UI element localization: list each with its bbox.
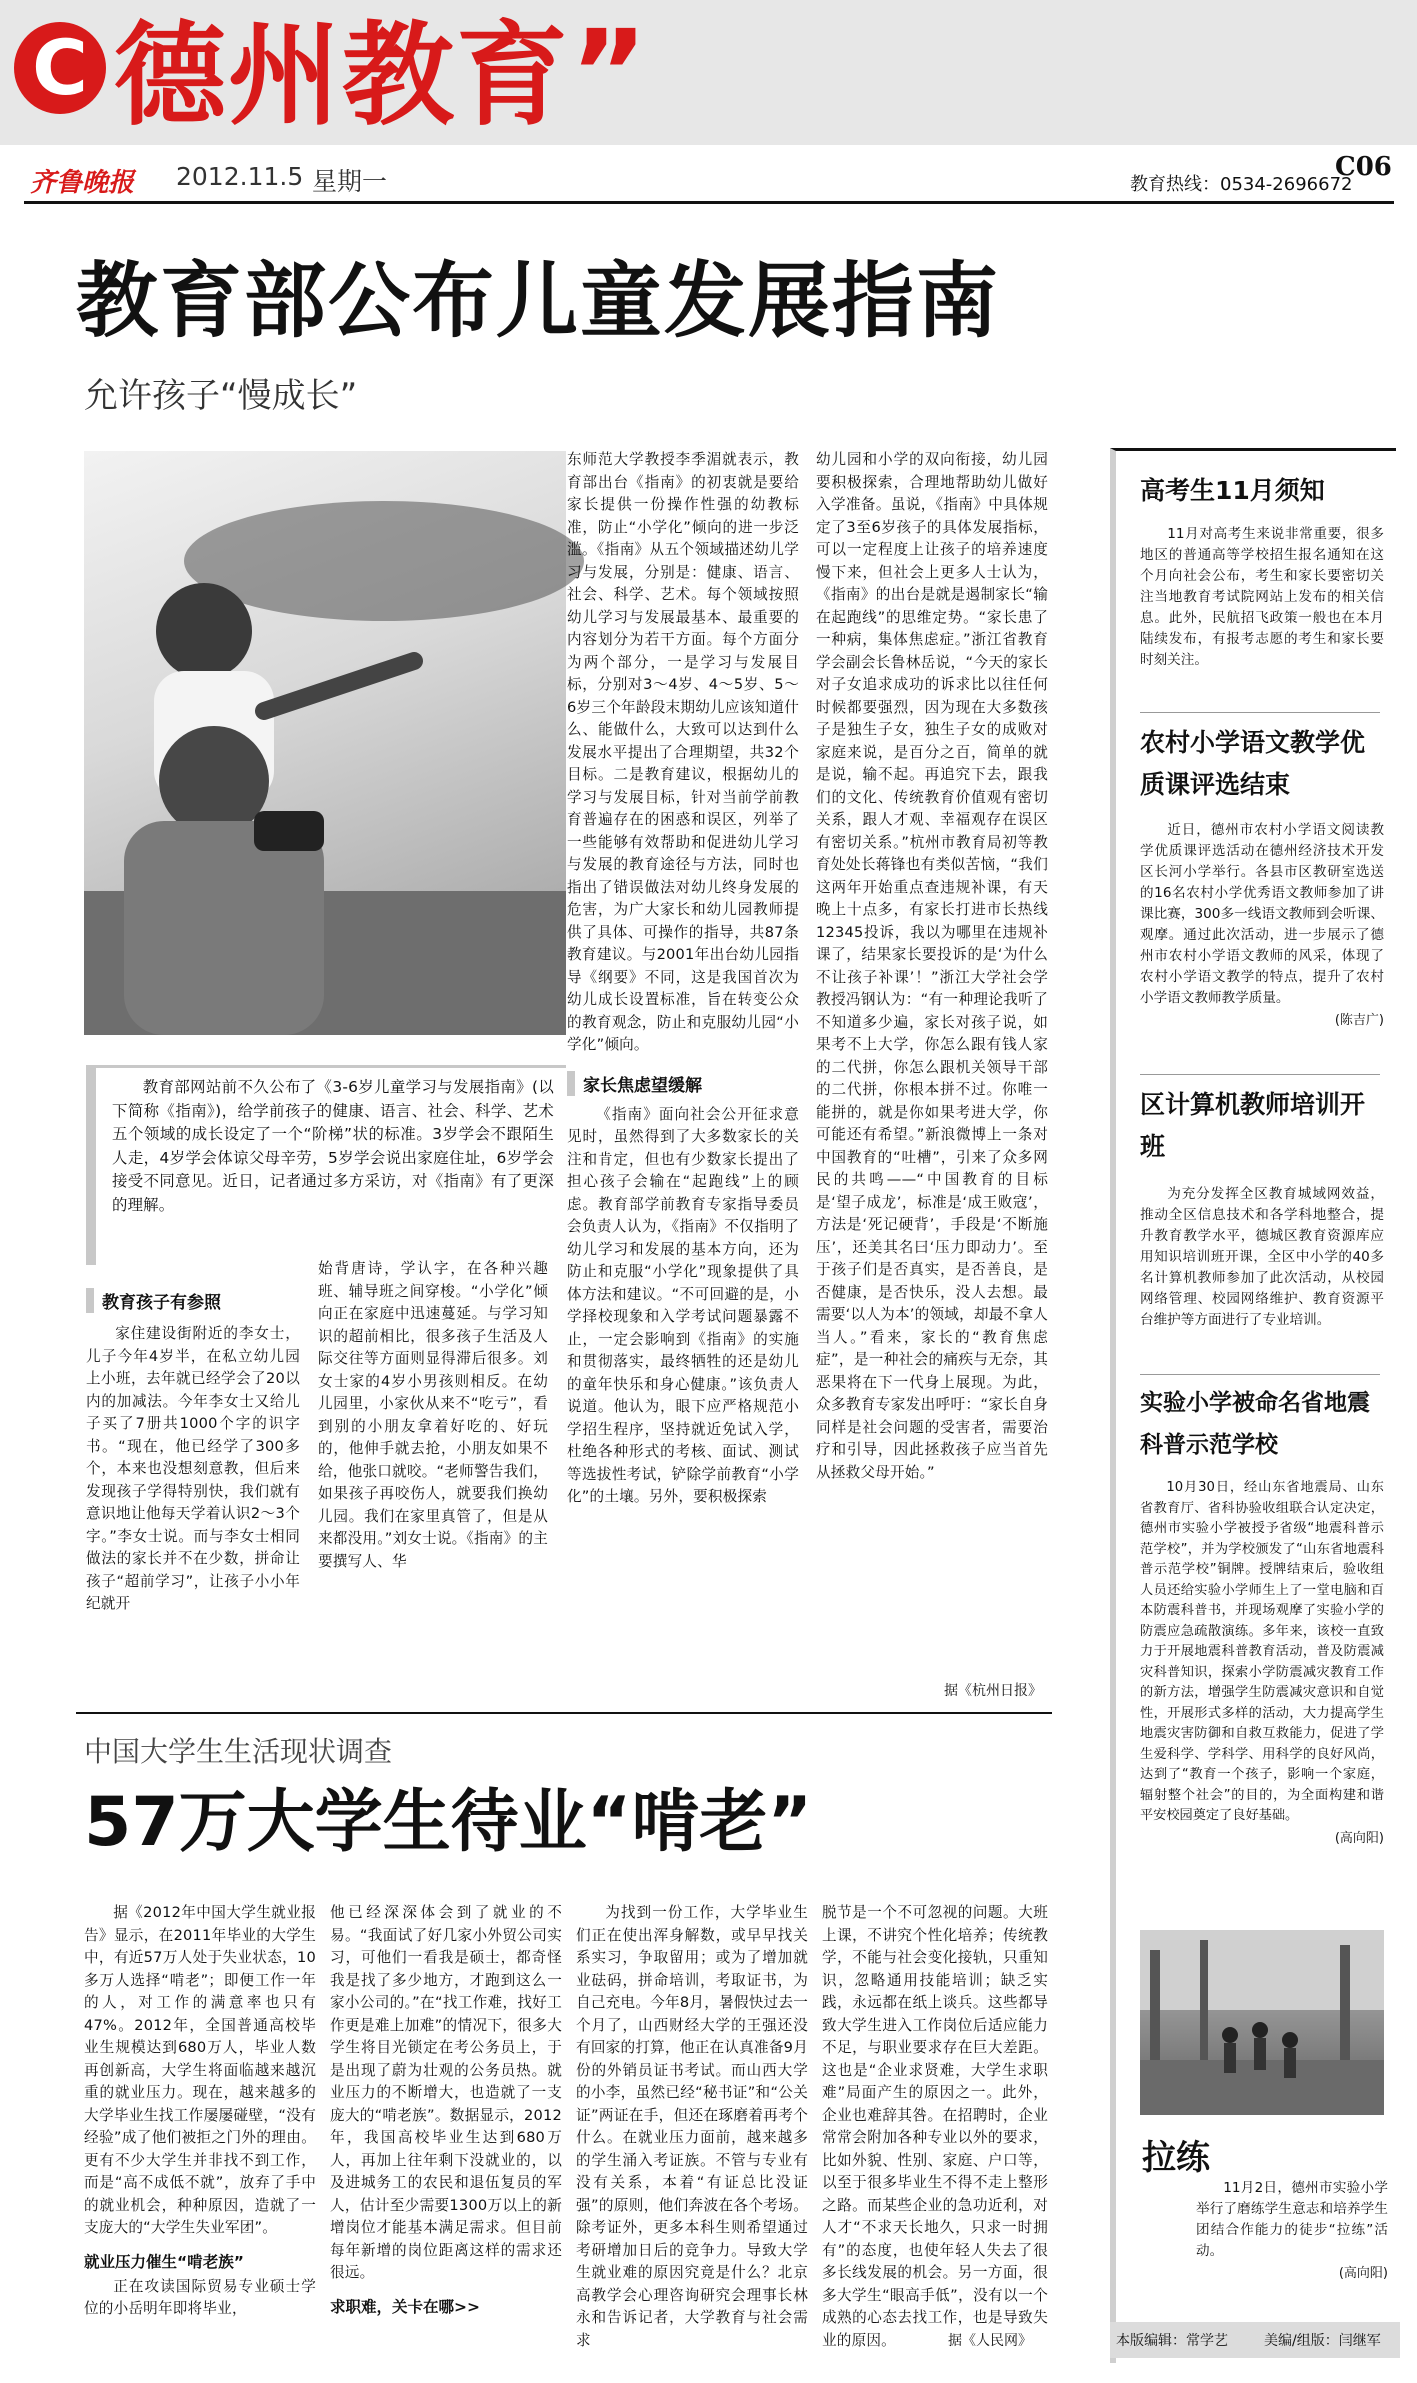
article1-subhead: 允许孩子“慢成长” <box>84 376 358 416</box>
article1-column-4 <box>816 449 1048 1669</box>
article1-column-1 <box>86 1288 300 1703</box>
sidebar-item-exam <box>1140 472 1384 732</box>
article1-col3b-text: 《指南》面向社会公开征求意见时，虽然得到了大多数家长的关注和肯定，但也有少数家长提出了担心孩子会输在“起跑线”上的顾虑。教育部学前教育专家指导委员会负责人认为，《指南》不仅指明了幼儿学习和发展的基本方向，还为防止和克服“小学化”现象提供了具体方法和建议。“不可回避的是，小学择校现象和入学考试问题暴露不止，一定会影响到《指南》的实施和贯彻落实，最终牺牲的还是幼儿的童年快乐和身心健康。”该负责人说道。他认为，眼下应严格规范小学招生程序，坚持就近免试入学，杜绝各种形式的考核、面试、测试等选拔性考试，铲除学前教育“小学化”的土壤。另外，要积极探索 <box>567 1105 799 1505</box>
article2-headline: 57万大学生待业“啃老” <box>84 1783 813 1862</box>
sidebar-item-earthquake-school <box>1140 1382 1384 1912</box>
sidebar-divider <box>1140 712 1380 713</box>
article1-photo <box>84 451 566 1035</box>
article2-subhead-barrier: 求职难，关卡在哪>> <box>330 2297 480 2316</box>
article1-col3a-text: 东师范大学教授李季湄就表示，教育部出台《指南》的初衷就是要给家长提供一份操作性强的幼教标准，防止“小学化”倾向的进一步泛滥。《指南》从五个领域描述幼儿学习与发展，分别是：健康、语言、社会、科学、艺术。每个领域按照幼儿学习与发展最基本、最重要的内容划分为若干方面。每个方面分为两个部分，一是学习与发展目标，分别对3～4岁、4～5岁、5～6岁三个年龄段末期幼儿应该知道什么、能做什么，大致可以达到什么发展水平提出了合理期望，共32个目标。二是教育建议，根据幼儿的学习与发展目标，针对当前学前教育普遍存在的困惑和误区，列举了一些能够有效帮助和促进幼儿学习与发展的教育途径与方法，同时也指出了错误做法对幼儿终身发展的危害，为广大家长和幼儿园教师提供了具体、可操作的指导，共87条教育建议。与2001年出台幼儿园指导《纲要》不同，这是我国首次为幼儿成长设置标准，旨在转变公众的教育观念，防止和克服幼儿园“小学化”倾向。 <box>567 451 799 1053</box>
footer-design: 美编/组版：闫继军 <box>1264 2333 1381 2349</box>
sidebar-item-chinese-contest <box>1140 722 1384 1072</box>
article1-source: 据《杭州日报》 <box>944 1683 1042 1699</box>
article1-subhead-reference: 教育孩子有参照 <box>86 1288 300 1313</box>
sidebar-item-body: 近日，德州市农村小学语文阅读教学优质课评选活动在德州经济技术开发区长河小学举行。各县市区教研室选送的16名农村小学优秀语文教师参加了讲课比赛，300多一线语文教师到会听课、观摩。通过此次活动，进一步展示了德州市农村小学语文教师的风采，体现了农村小学语文教学的特点，提升了农村小学语文教师教学质量。 <box>1140 822 1384 1006</box>
masthead-title: 德州教育” <box>114 4 650 142</box>
article-divider <box>76 1712 1052 1714</box>
article2-column-2 <box>330 1902 562 2372</box>
issue-date: 2012.11.5 <box>176 162 304 191</box>
students-marching-photo-icon <box>1140 1930 1384 2115</box>
sidebar-item-author: (陈吉广) <box>1334 1013 1384 1028</box>
sidebar-divider <box>1140 1374 1380 1375</box>
article2-column-1 <box>84 1902 316 2372</box>
article1-headline: 教育部公布儿童发展指南 <box>76 254 1001 349</box>
sidebar-item-title: 农村小学语文教学优质课评选结束 <box>1140 728 1366 799</box>
sidebar-item-title: 高考生11月须知 <box>1140 476 1325 505</box>
photo-item-author: (高向阳) <box>1338 2266 1388 2281</box>
page-number: C06 <box>1335 152 1392 182</box>
article1-col4-text: 幼儿园和小学的双向衔接，幼儿园要积极探索，合理地帮助幼儿做好入学准备。虽说，《指南》中具体规定了3至6岁孩子的具体发展指标，可以一定程度上让孩子的培养速度慢下来，但社会上更多人士认为，《指南》的出台是就是遏制家长“输在起跑线”的思维定势。“家长患了一种病，集体焦虑症。”浙江省教育学会副会长鲁林岳说，“今天的家长对子女追求成功的诉求比以往任何时候都要强烈，因为现在大多数孩子是独生子女，独生子女的成败对家庭来说，是百分之百，简单的就是说，输不起。再追究下去，跟我们的文化、传统教育价值观有密切关系，跟人才观、幸福观存在误区有密切关系。”杭州市教育局初等教育处处长蒋锋也有类似苦恼，“我们这两年开始重点查违规补课，有天晚上十点多，有家长打进市长热线12345投诉，我以为哪里在违规补课了，结果家长要投诉的是‘为什么不让孩子补课’！”浙江大学社会学教授冯钢认为：“有一种理论我听了不知道多少遍，家长对孩子说，如果考不上大学，你怎么跟有钱人家的二代拼，你怎么跟机关领导干部的二代拼，你根本拼不过。你唯一能拼的，就是你如果考进大学，你可能还有希望。”新浪微博上一条对中国教育的“吐槽”，引来了众多网民的共鸣——“中国教育的目标是‘望子成龙’，标准是‘成王败寇’，方法是‘死记硬背’，手段是‘不断施压’，还美其名曰‘压力即动力’。至于孩子们是否真实，是否善良，是否健康，是否快乐，没人去想。最需要‘以人为本’的领域，却最不拿人当人。”看来，家长的“教育焦虑症”，是一种社会的痛疾与无奈，其恶果将在下一代身上展现。为此，众多教育专家发出呼吁：“家长自身同样是社会问题的受害者，需要治疗和引导，因此拯救孩子应当首先从拯救父母开始。” <box>816 451 1048 1481</box>
march-photo <box>1140 1930 1384 2115</box>
article2-col2-text: 他已经深深体会到了就业的不易。“我面试了好几家小外贸公司实习，可他们一看我是硕士，都奇怪我是找了多少地方，才跑到这么一家小公司的。”在“找工作难，找好工作更是难上加难”的情况下，很多大学生将目光锁定在考公务员上，于是出现了蔚为壮观的公务员热。就业压力的不断增大，也造就了一支庞大的“啃老族”。数据显示，2012年，我国高校毕业生达到680万人，再加上往年剩下没就业的，以及进城务工的农民和退伍复员的军人，估计至少需要1300万以上的新增岗位才能基本满足需求。但目前每年新增的岗位距离这样的需求还很远。 <box>330 1904 562 2281</box>
article2-col3-text: 为找到一份工作，大学毕业生们正在使出浑身解数，或早早找关系实习，争取留用；或为了增加就业砝码，拼命培训，考取证书，为自己充电。今年8月，暑假快过去一个月了，山西财经大学的王强还没有回家的打算，他正在认真准备9月份的外销员证书考试。而山西大学的小李，虽然已经“秘书证”和“公关证”两证在手，但还在琢磨着再考个什么。在就业压力面前，越来越多的学生涌入考证族。不管与专业有没有关系，本着“有证总比没证强”的原则，他们奔波在各个考场。除考证外，更多本科生则希望通过考研增加日后的竞争力。导致大学生就业难的原因究竟是什么？北京高教学会心理咨询研究会理事长林永和告诉记者，大学教育与社会需求 <box>576 1904 808 2349</box>
article1-column-2 <box>318 1258 548 1703</box>
article2-subhead-pressure: 就业压力催生“啃老族” <box>84 2252 244 2271</box>
article2-kicker: 中国大学生生活现状调查 <box>84 1735 393 1768</box>
photo-item-body: 11月2日，德州市实验小学举行了磨练学生意志和培养学生团结合作能力的徒步“拉练”活动。 <box>1196 2180 1388 2259</box>
article2-source: 据《人民网》 <box>948 2333 1032 2349</box>
article2-col1-text: 据《2012年中国大学生就业报告》显示，在2011年毕业的大学生中，有近57万人处于失业状态，10多万人选择“啃老”；即便工作一年的人，对工作的满意率也只有47%。2012年，全国普通高校毕业生规模达到680万人，毕业人数再创新高，大学生将面临越来越沉重的就业压力。现在，越来越多的大学毕业生找工作屡屡碰壁，“没有经验”成了他们被拒之门外的理由。更有不少大学生并非找不到工作，而是“高不成低不就”，放弃了手中的就业机会，种种原因，造就了一支庞大的“大学生失业军团”。 <box>84 1904 316 2236</box>
sidebar-divider <box>1140 1074 1380 1075</box>
photo-item-title: 拉练 <box>1142 2138 1210 2178</box>
footer-editor: 本版编辑：常学艺 <box>1116 2333 1228 2349</box>
sidebar-item-body: 11月对高考生来说非常重要，很多地区的普通高等学校招生报名通知在这个月向社会公布，考生和家长要密切关注当地教育考试院网站上发布的相关信息。此外，民航招飞政策一般也在本月陆续发布，有报考志愿的考生和家长要时刻关注。 <box>1140 526 1384 668</box>
paper-name-logo: 齐鲁晚报 <box>30 168 135 198</box>
article1-lead-box <box>86 1065 566 1265</box>
article1-column-3 <box>567 449 799 1705</box>
sidebar-item-title: 区计算机教师培训开班 <box>1140 1090 1366 1161</box>
article1-lead: 教育部网站前不久公布了《3-6岁儿童学习与发展指南》(以下简称《指南》)，给学前孩子的健康、语言、社会、科学、艺术五个领域的成长设定了一个“阶梯”状的标准。3岁学会不跟陌生人走，4岁学会体谅父母辛劳，5岁学会说出家庭住址，6岁学会接受不同意见。近日，记者通过多方采访，对《指南》有了更深的理解。 <box>112 1078 554 1214</box>
masthead-quote-mark: ” <box>570 4 650 142</box>
photo-item-caption <box>1196 2178 1388 2288</box>
article2-col1b-text: 正在攻读国际贸易专业硕士学位的小岳明年即将毕业， <box>84 2277 316 2317</box>
father-child-photo-icon <box>84 451 566 1035</box>
sidebar-item-title: 实验小学被命名省地震科普示范学校 <box>1140 1390 1370 1458</box>
article2-col4-text: 脱节是一个不可忽视的问题。大班上课，不讲究个性化培养；传统教学，不能与社会变化接轨，只重知识，忽略通用技能培训；缺乏实践，永远都在纸上谈兵。这些都导致大学生进入工作岗位后适应能力不足，与职业要求存在巨大差距。这也是“企业求贤难，大学生求职难”局面产生的原因之一。此外，企业也难辞其咎。在招聘时，企业常常会附加各种专业以外的要求，比如外貌、性别、家庭、户口等，以至于很多毕业生不得不走上整形之路。而某些企业的急功近利，对人才“不求天长地久，只求一时拥有”的态度，也使年轻人失去了很多长线发展的机会。另一方面，很多大学生“眼高手低”，没有以一个成熟的心态去找工作，也是导致失业的原因。 <box>822 1904 1048 2349</box>
logo-letter: C <box>32 23 88 112</box>
sidebar-item-computer-training <box>1140 1084 1384 1384</box>
article2-column-3 <box>576 1902 808 2372</box>
sidebar-item-author: (高向阳) <box>1334 1830 1384 1846</box>
issue-weekday: 星期一 <box>312 167 388 196</box>
logo-circle-icon <box>14 22 106 114</box>
article1-col2-text: 始背唐诗，学认字，在各种兴趣班、辅导班之间穿梭。“小学化”倾向正在家庭中迅速蔓延。与学习知识的超前相比，很多孩子生活及人际交往等方面则显得滞后很多。刘女士家的4岁小男孩则相反。在幼儿园里，小家伙从来不“吃亏”，看到别的小朋友拿着好吃的、好玩的，他伸手就去抢，小朋友如果不给，他张口就咬。“老师警告我们，如果孩子再咬伤人，就要我们换幼儿园。我们在家里真管了，但是从来都没用。”刘女士说。《指南》的主要撰写人、华 <box>318 1260 548 1570</box>
sidebar-item-body: 为充分发挥全区教育城域网效益，推动全区信息技术和各学科地整合，提升教育教学水平，德城区教育资源库应用知识培训班开课，全区中小学的40多名计算机教师参加了此次活动，从校园网络管理、校园网络维护、教育资源平台维护等方面进行了专业培训。 <box>1140 1186 1384 1328</box>
masthead-rule <box>24 201 1394 204</box>
hotline: 教育热线：0534-2696672 <box>1130 174 1353 195</box>
article1-subhead-anxiety: 家长焦虑望缓解 <box>567 1071 799 1096</box>
sidebar-item-body: 10月30日，经山东省地震局、山东省教育厅、省科协验收组联合认定决定，德州市实验小学被授予省级“地震科普示范学校”，并为学校颁发了“山东省地震科普示范学校”铜牌。授牌结束后，验收组人员还给实验小学师生上了一堂电脑和百本防震科普书，并现场观摩了实验小学的防震应急疏散演练。多年来，该校一直致力于开展地震科普教育活动，普及防震减灾科普知识，探索小学防震减灾教育工作的新方法，增强学生防震减灾意识和自觉性，开展形式多样的活动，大力提高学生地震灾害防御和自救互救能力，促进了学生爱科学、学科学、用科学的良好风尚，达到了“教育一个孩子，影响一个家庭，辐射整个社会”的目的，为全面构建和谐平安校园奠定了良好基础。 <box>1140 1480 1384 1823</box>
article1-col1-text: 家住建设街附近的李女士，儿子今年4岁半，在私立幼儿园上小班，去年就已经学会了20以内的加减法。今年李女士又给儿子买了7册共1000个字的识字书。“现在，他已经学了300多个，本来也没想刻意教，但后来发现孩子学得特别快，我们就有意识地让他每天学着认识2～3个字。”李女士说。而与李女士相同做法的家长并不在少数，拼命让孩子“超前学习”，让孩子小小年纪就开 <box>86 1325 300 1612</box>
